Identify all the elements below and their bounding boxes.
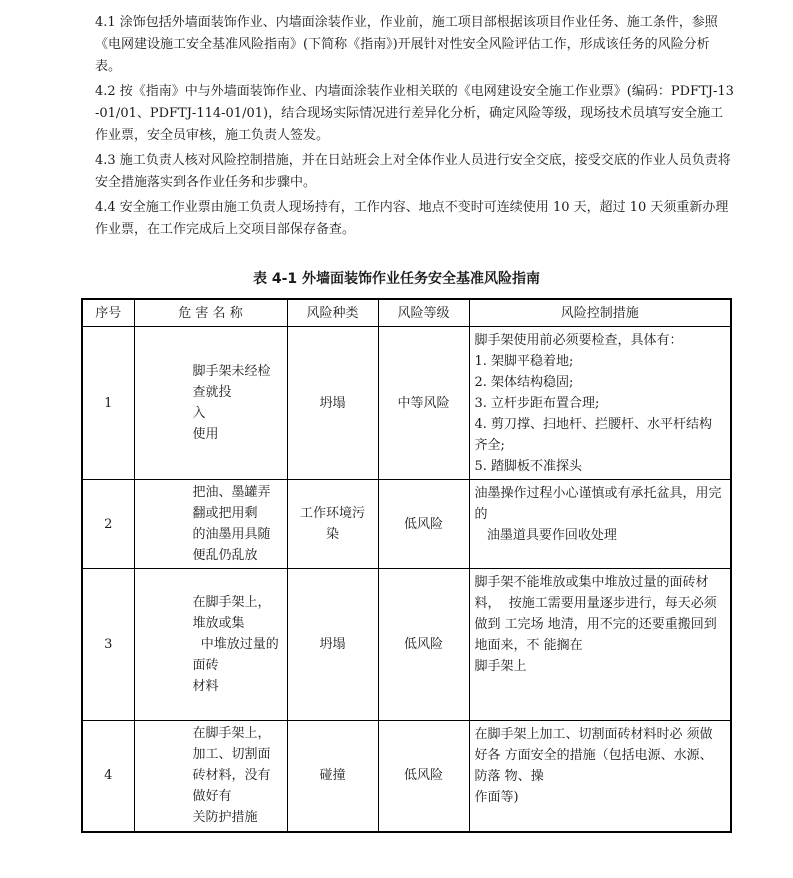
cell-risk-type <box>287 480 378 569</box>
cell-risk-type <box>287 327 378 480</box>
header-risk-level: 风险等级 <box>378 299 469 327</box>
cell-risk-level: 低风险 <box>378 569 469 721</box>
cell-line: 在脚手架上，加工、切割面砖材料，没有做好有 <box>192 726 271 805</box>
cell-line: 4. 剪刀撑、扫地杆、拦腰杆、水平杆结构齐全; <box>474 417 713 453</box>
cell-line: 坍塌 <box>319 637 346 652</box>
cell-line: 5. 踏脚板不准探头 <box>474 459 583 474</box>
cell-control-measures <box>469 480 731 569</box>
cell-line: 坍塌 <box>319 395 346 411</box>
cell-line: 的油墨用具随便乱仍乱放 <box>192 527 271 563</box>
cell-line: 在脚手架上，堆放或集 <box>192 595 271 631</box>
cell-line: 油墨道具要作回收处理 <box>474 528 617 543</box>
cell-no: 2 <box>82 480 134 569</box>
cell-line: 作面等) <box>474 790 519 805</box>
cell-line: 脚手架不能堆放或集中堆放过量的面砖材料， 按施工需要用量逐步进行，每天必须做到 工完场 地清，用不完的还要重搬回到地面来，不 能搁在 <box>474 575 717 653</box>
paragraph-4-2: 4.2 按《指南》中与外墙面装饰作业、内墙面涂装作业相关联的《电网建设安全施工作业票》(编码：PDFTJ-13 -01/01、PDFTJ-114-01/01)，结合现场实际情况进行差异化分析，确定风险等级，现场技术员填写安全施工作业票，安全员审核，施工负责人签发。 <box>95 84 734 143</box>
cell-line: 脚手架使用前必须要检查，具体有： <box>474 333 683 348</box>
cell-control-measures <box>469 569 731 721</box>
paragraph-4-4: 4.4 安全施工作业票由施工负责人现场持有，工作内容、地点不变时可连续使用 10 天，超过 10 天须重新办理作业票，在工作完成后上交项目部保存备查。 <box>95 200 729 237</box>
cell-line: 油墨操作过程小心谨慎或有承托盆具，用完的 <box>474 486 722 522</box>
cell-line: 3. 立杆步距布置合理; <box>474 396 600 411</box>
cell-risk-level: 中等风险 <box>378 327 469 480</box>
cell-line: 在脚手架上加工、切割面砖材料时必 须做好各 方面安全的措施（包括电源、水源、防落 物、操 <box>474 727 713 784</box>
cell-control-measures <box>469 327 731 480</box>
cell-line: 2. 架体结构稳固; <box>474 375 574 390</box>
cell-line: 染 <box>325 527 339 542</box>
table-title: 表 4-1 外墙面装饰作业任务安全基准风险指南 <box>252 271 541 287</box>
cell-line: 1. 架脚平稳着地; <box>474 354 574 369</box>
cell-risk-type <box>287 721 378 832</box>
header-no: 序号 <box>82 299 134 327</box>
table-header-row <box>82 299 731 327</box>
cell-hazard <box>134 721 287 832</box>
paragraph-4-1: 4.1 涂饰包括外墙面装饰作业、内墙面涂装作业，作业前，施工项目部根据该项目作业任务、施工条件，参照《电网建设施工安全基准风险指南》(下简称《指南》)开展针对性安全风险评估工作，形成该任务的风险分析表。 <box>95 15 718 74</box>
cell-line: 脚手架上 <box>474 659 527 674</box>
cell-risk-level: 低风险 <box>378 480 469 569</box>
table-row <box>82 327 731 480</box>
cell-hazard <box>134 327 287 480</box>
cell-no: 1 <box>82 327 134 480</box>
header-hazard: 危 害 名 称 <box>134 299 287 327</box>
cell-risk-type <box>287 569 378 721</box>
cell-control-measures <box>469 721 731 832</box>
cell-hazard <box>134 569 287 721</box>
risk-guide-table <box>81 298 732 833</box>
cell-line: 碰撞 <box>319 768 346 784</box>
cell-line: 关防护措施 <box>192 810 258 826</box>
cell-line: 工作环境污 <box>299 506 365 521</box>
cell-line: 把油、墨罐弄翻或把用剩 <box>192 485 271 521</box>
table-row <box>82 480 731 569</box>
table-row <box>82 569 731 721</box>
header-risk-type: 风险种类 <box>287 299 378 327</box>
cell-line: 使用 <box>192 427 219 442</box>
cell-line: 入 <box>192 406 206 421</box>
table-row <box>82 721 731 832</box>
cell-hazard <box>134 480 287 569</box>
paragraph-4-3: 4.3 施工负责人核对风险控制措施，并在日站班会上对全体作业人员进行安全交底，接受交底的作业人员负责将安全措施落实到各作业任务和步骤中。 <box>95 153 731 190</box>
cell-line: 脚手架未经检查就投 <box>192 364 271 400</box>
cell-risk-level: 低风险 <box>378 721 469 832</box>
cell-no: 4 <box>82 721 134 832</box>
body-text <box>95 12 735 244</box>
cell-no: 3 <box>82 569 134 721</box>
cell-line: 中堆放过量的面砖 <box>192 637 279 673</box>
header-control-measures: 风险控制措施 <box>469 299 731 327</box>
cell-line: 材料 <box>192 679 219 694</box>
